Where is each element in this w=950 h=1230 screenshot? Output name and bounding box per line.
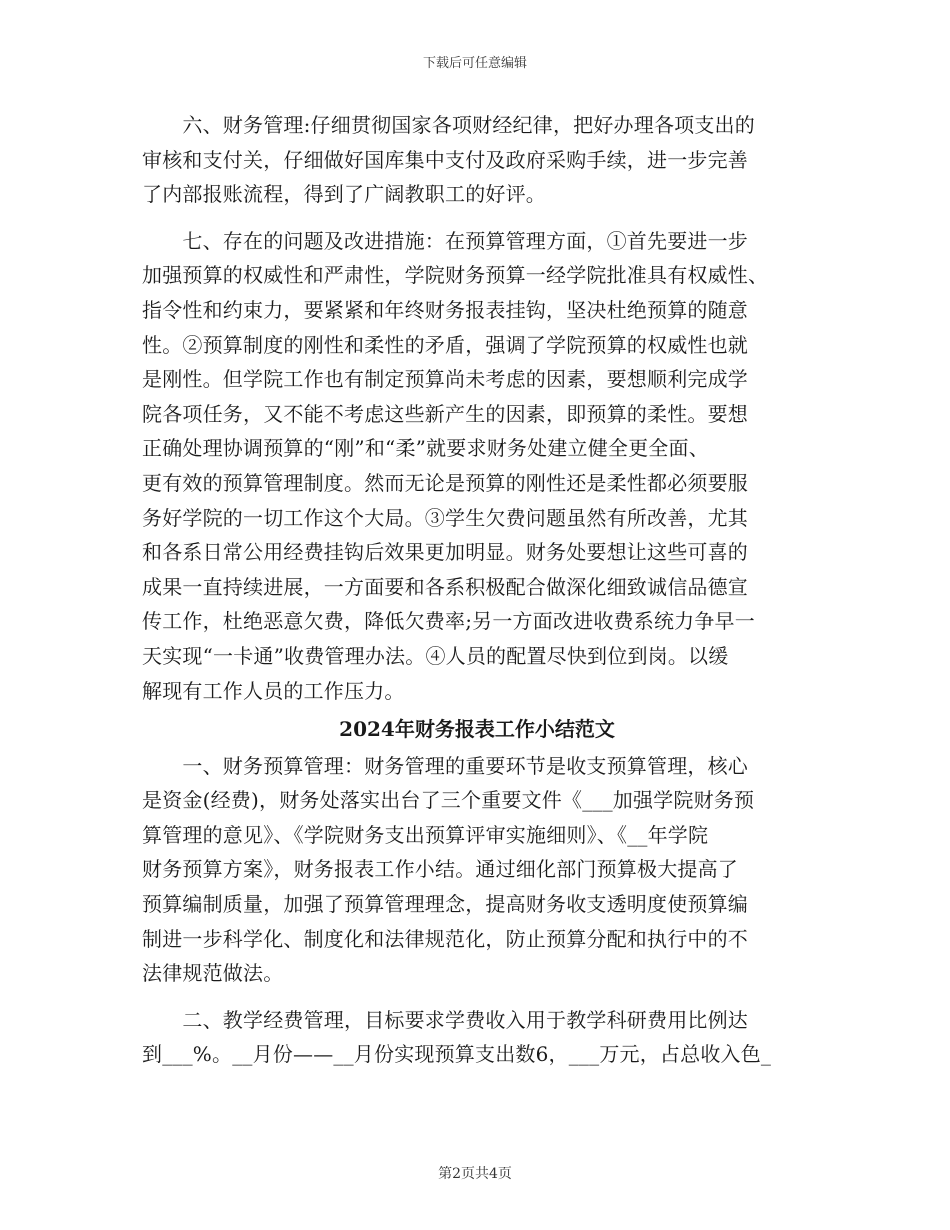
paragraph-section-7 — [142, 224, 812, 708]
text-line: 一、财务预算管理：财务管理的重要环节是收支预算管理，核心 — [142, 753, 748, 778]
text-line: 财务预算方案》，财务报表工作小结。通过细化部门预算极大提高了 — [142, 857, 738, 882]
text-line: 加强预算的权威性和严肃性，学院财务预算一经学院批准具有权威性、 — [142, 263, 769, 288]
text-line: 成果一直持续进展，一方面要和各系积极配合做深化细致诚信品德宣 — [142, 574, 748, 599]
text-line: 是资金(经费)，财务处落实出台了三个重要文件《___加强学院财务预 — [142, 788, 755, 813]
text-line: 审核和支付关，仔细做好国库集中支付及政府采购手续，进一步完善 — [142, 147, 748, 172]
text-line: 到___%。__月份——__月份实现预算支出数6，___万元，占总收入色_ — [142, 1042, 772, 1067]
text-line: 法律规范做法。 — [142, 961, 284, 986]
text-line: 预算编制质量，加强了预算管理理念，提高财务收支透明度使预算编 — [142, 892, 748, 917]
paragraph-budget-management — [142, 749, 812, 991]
text-line: 院各项任务，又不能不考虑这些新产生的因素，即预算的柔性。要想 — [142, 401, 748, 426]
page-number-footer: 第2页共4页 — [438, 1166, 512, 1182]
text-line: 了内部报账流程，得到了广阔教职工的好评。 — [142, 182, 546, 207]
text-line: 正确处理协调预算的“刚”和“柔”就要求财务处建立健全更全面、 — [142, 436, 709, 461]
text-line: 和各系日常公用经费挂钩后效果更加明显。财务处要想让这些可喜的 — [142, 540, 748, 565]
text-line: 务好学院的一切工作这个大局。③学生欠费问题虽然有所改善，尤其 — [142, 505, 748, 530]
text-line: 制进一步科学化、制度化和法律规范化，防止预算分配和执行中的不 — [142, 926, 748, 951]
text-line: 更有效的预算管理制度。然而无论是预算的刚性还是柔性都必须要服 — [142, 470, 748, 495]
text-line: 解现有工作人员的工作压力。 — [142, 678, 405, 703]
document-title: 2024年财务报表工作小结范文 — [339, 717, 615, 742]
paragraph-section-6 — [142, 108, 812, 212]
text-line: 性。②预算制度的刚性和柔性的矛盾，强调了学院预算的权威性也就 — [142, 332, 748, 357]
document-body — [142, 108, 812, 1072]
paragraph-teaching-funds — [142, 1003, 812, 1072]
text-line: 是刚性。但学院工作也有制定预算尚未考虑的因素，要想顺利完成学 — [142, 367, 748, 392]
text-line: 二、教学经费管理，目标要求学费收入用于教学科研费用比例达 — [142, 1007, 748, 1032]
text-line: 指令性和约束力，要紧紧和年终财务报表挂钩，坚决杜绝预算的随意 — [142, 297, 748, 322]
text-line: 天实现“一卡通”收费管理办法。④人员的配置尽快到位到岗。以缓 — [142, 643, 729, 668]
text-line: 算管理的意见》、《学院财务支出预算评审实施细则》、《__年学院 — [142, 822, 709, 847]
text-line: 六、财务管理:仔细贯彻国家各项财经纪律，把好办理各项支出的 — [142, 113, 755, 137]
text-line: 传工作，杜绝恶意欠费，降低欠费率;另一方面改进收费系统力争早一 — [142, 609, 755, 634]
page-header: 下载后可任意编辑 — [422, 56, 527, 71]
text-line: 七、存在的问题及改进措施：在预算管理方面，①首先要进一步 — [142, 228, 748, 253]
